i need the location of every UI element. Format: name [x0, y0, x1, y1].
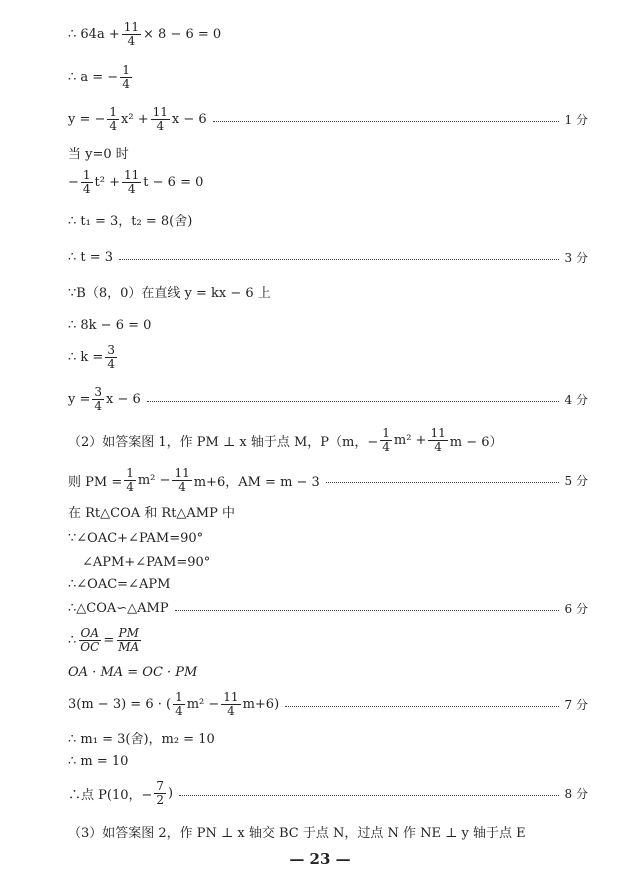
dotted-leader — [213, 121, 559, 122]
line-20: OA · MA = OC · PM — [68, 664, 198, 680]
fraction-11-4: $\frac{11}{4}$ — [152, 104, 168, 133]
dotted-leader — [326, 482, 559, 483]
line-12: （2）如答案图 1，作 PM ⊥ x 轴于点 M，P（m，− $\frac{1}{4}$ m² + $\frac{11}{4}$ m − 6） — [68, 425, 503, 454]
line-7: ∴ t = 3 3 分 — [68, 249, 588, 265]
dotted-leader — [147, 401, 559, 402]
line-19: ∴ $\frac{OA}{OC}$ = $\frac{PM}{MA}$ — [68, 625, 140, 654]
line-21: 3(m − 3) = 6 · ( $\frac{1}{4}$ m² − $\frac{11}{4}$ m+6) 7 分 — [68, 689, 588, 718]
dotted-leader — [179, 795, 558, 796]
line-14: 在 Rt△COA 和 Rt△AMP 中 — [68, 505, 235, 521]
fraction-11-4: $\frac{11}{4}$ — [123, 19, 140, 48]
dotted-leader — [285, 706, 558, 707]
line-25: （3）如答案图 2，作 PN ⊥ x 轴交 BC 于点 N，过点 N 作 NE ⊥ y 轴于点 E — [68, 825, 526, 841]
line-17: ∴∠OAC=∠APM — [68, 576, 171, 592]
line-24: ∴点 P(10，− $\frac{7}{2}$ ) 8 分 — [68, 778, 588, 807]
line-11: y = $\frac{3}{4}$ x − 6 4 分 — [68, 384, 588, 413]
fraction-11-4: $\frac{11}{4}$ — [174, 465, 190, 494]
fraction-1-4: $\frac{1}{4}$ — [122, 62, 130, 91]
line-22: ∴ m₁ = 3(舍)，m₂ = 10 — [68, 731, 215, 747]
line-4: 当 y=0 时 — [68, 146, 129, 162]
line-15: ∵∠OAC+∠PAM=90° — [68, 530, 204, 546]
dotted-leader — [175, 610, 559, 611]
fraction-3-4: $\frac{3}{4}$ — [107, 342, 115, 371]
fraction-1-4: $\frac{1}{4}$ — [109, 104, 118, 133]
score-mark: 3 分 — [564, 250, 588, 265]
fraction-1-4: $\frac{1}{4}$ — [382, 425, 390, 454]
fraction-1-4: $\frac{1}{4}$ — [82, 167, 91, 196]
fraction-3-4: $\frac{3}{4}$ — [94, 384, 103, 413]
page-number: — 23 — — [289, 850, 351, 868]
line-6: ∴ t₁ = 3，t₂ = 8(舍) — [68, 213, 193, 229]
fraction-11-4: $\frac{11}{4}$ — [223, 689, 239, 718]
fraction-1-4: $\frac{1}{4}$ — [126, 465, 134, 494]
line-13: 则 PM = $\frac{1}{4}$ m² − $\frac{11}{4}$ m+6，AM = m − 3 5 分 — [68, 465, 588, 494]
fraction-7-2: $\frac{7}{2}$ — [156, 778, 165, 807]
line-3: y = − $\frac{1}{4}$ x² + $\frac{11}{4}$ x − 6 1 分 — [68, 104, 588, 133]
line-16: ∠APM+∠PAM=90° — [82, 554, 211, 570]
score-mark: 8 分 — [564, 786, 588, 801]
fraction-1-4: $\frac{1}{4}$ — [175, 689, 183, 718]
fraction-oa-oc: $\frac{OA}{OC}$ — [80, 625, 100, 654]
fraction-11-4: $\frac{11}{4}$ — [430, 425, 446, 454]
line-23: ∴ m = 10 — [68, 753, 129, 769]
fraction-pm-ma: $\frac{PM}{MA}$ — [118, 625, 140, 654]
line-9: ∴ 8k − 6 = 0 — [68, 317, 152, 333]
line-1: ∴ 64a + $\frac{11}{4}$ × 8 − 6 = 0 — [68, 19, 222, 48]
dotted-leader — [119, 259, 558, 260]
line-8: ∵B（8，0）在直线 y = kx − 6 上 — [68, 285, 271, 301]
line-18: ∴△COA∽△AMP 6 分 — [68, 600, 588, 616]
score-mark: 4 分 — [564, 392, 588, 407]
fraction-11-4: $\frac{11}{4}$ — [124, 167, 140, 196]
score-mark: 6 分 — [564, 601, 588, 616]
line-5: − $\frac{1}{4}$ t² + $\frac{11}{4}$ t − 6 = 0 — [68, 167, 204, 196]
line-10: ∴ k = $\frac{3}{4}$ — [68, 342, 115, 371]
score-mark: 7 分 — [564, 697, 588, 712]
score-mark: 5 分 — [564, 473, 588, 488]
score-mark: 1 分 — [564, 112, 588, 127]
line-2: ∴ a = − $\frac{1}{4}$ — [68, 62, 130, 91]
